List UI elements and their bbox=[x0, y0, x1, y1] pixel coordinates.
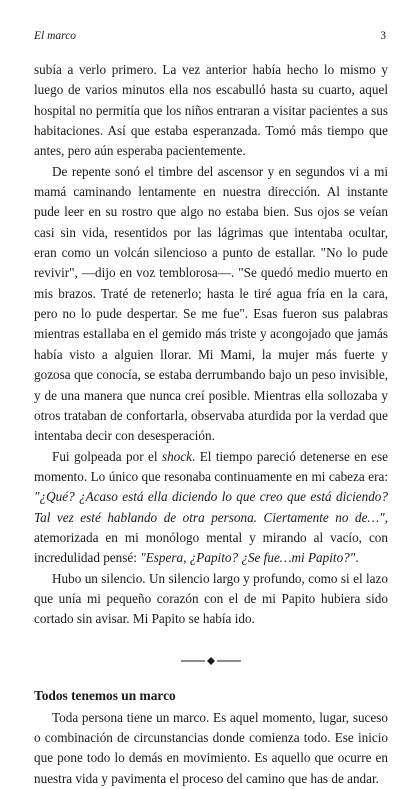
body-paragraph bbox=[34, 60, 388, 162]
section-paragraph: Toda persona tiene un marco. Es aquel momento, lugar, suceso o combinación de circunstancias donde comienza todo. Ese inicio que pone todo lo demás en movimiento. Es aquello que ocurre en nuestra vida y pavimenta el proceso del camino que has de andar. bbox=[34, 709, 388, 786]
text-run: subía a verlo primero. La vez anterior había hecho lo mismo y luego de varios minutos ella nos escabulló hasta su cuarto, aquel hospital no permitía que los niños entraran a visitar pacientes a sus habitaciones. Así que estaba esperanzada. Tomó más tiempo que antes, pero aún esperaba pacientemente. bbox=[34, 62, 388, 159]
divider-ornament-icon bbox=[34, 647, 388, 675]
body-paragraph bbox=[34, 447, 388, 569]
text-run: De repente sonó el timbre del ascensor y en segundos vi a mi mamá caminando lentamente en nuestra dirección. Al instante pude leer en su rostro que algo no estaba bien. Sus ojos se veían casi sin vida, resentidos por las lágrimas que intentaba ocultar, eran como un volcán silencioso a punto de estallar. "No lo pude revivir", —dijo en voz temblorosa—. "Se quedó medio muerto en mis brazos. Traté de retenerlo; hasta le tiré agua fría en la cara, pero no lo pude despertar. Se me fue". Esas fueron sus palabras mientras estallaba en el gemido más triste y acongojado que jamás había visto a alguien llorar. Mi Mami, la mujer más fuerte y gozosa que conocía, se estaba derrumbando bajo un peso invisible, y de una manera que nunca creí posible. Mientras ella sollozaba y otros trataban de confortarla, observaba aturdida por la verdad que intentaba decir con desesperación. bbox=[34, 163, 388, 444]
text-run: . El tiempo pareció detenerse en ese momento. Lo único que resonaba continuamente en mi cabeza era: bbox=[34, 448, 388, 484]
italic-run: "Espera, ¿Papito? ¿Se fue…mi Papito?" bbox=[140, 550, 356, 566]
page-header bbox=[34, 30, 386, 46]
text-run: . bbox=[355, 550, 359, 566]
text-run: , atemorizada en mi monólogo mental y mirando al vacío, con incredulidad pensé: bbox=[34, 509, 388, 566]
section-heading: Todos tenemos un marco bbox=[34, 687, 176, 703]
body-paragraph bbox=[34, 569, 388, 630]
italic-run: shock bbox=[161, 448, 192, 464]
page-body bbox=[34, 60, 388, 789]
paragraph-list bbox=[34, 60, 388, 630]
text-run: Fui golpeada por el bbox=[52, 448, 162, 464]
page-number: 3 bbox=[380, 30, 386, 42]
running-title: El marco bbox=[34, 30, 77, 42]
text-run: Hubo un silencio. Un silencio largo y profundo, como si el lazo que unía mi pequeño corazón con el de mi Papito hubiera sido cortado sin avisar. Mi Papito se había ido. bbox=[34, 570, 388, 627]
italic-run: "¿Qué? ¿Acaso está ella diciendo lo que creo que está diciendo? Tal vez esté hablando de otra persona. Ciertamente no de…" bbox=[34, 489, 388, 525]
body-paragraph bbox=[34, 162, 388, 447]
